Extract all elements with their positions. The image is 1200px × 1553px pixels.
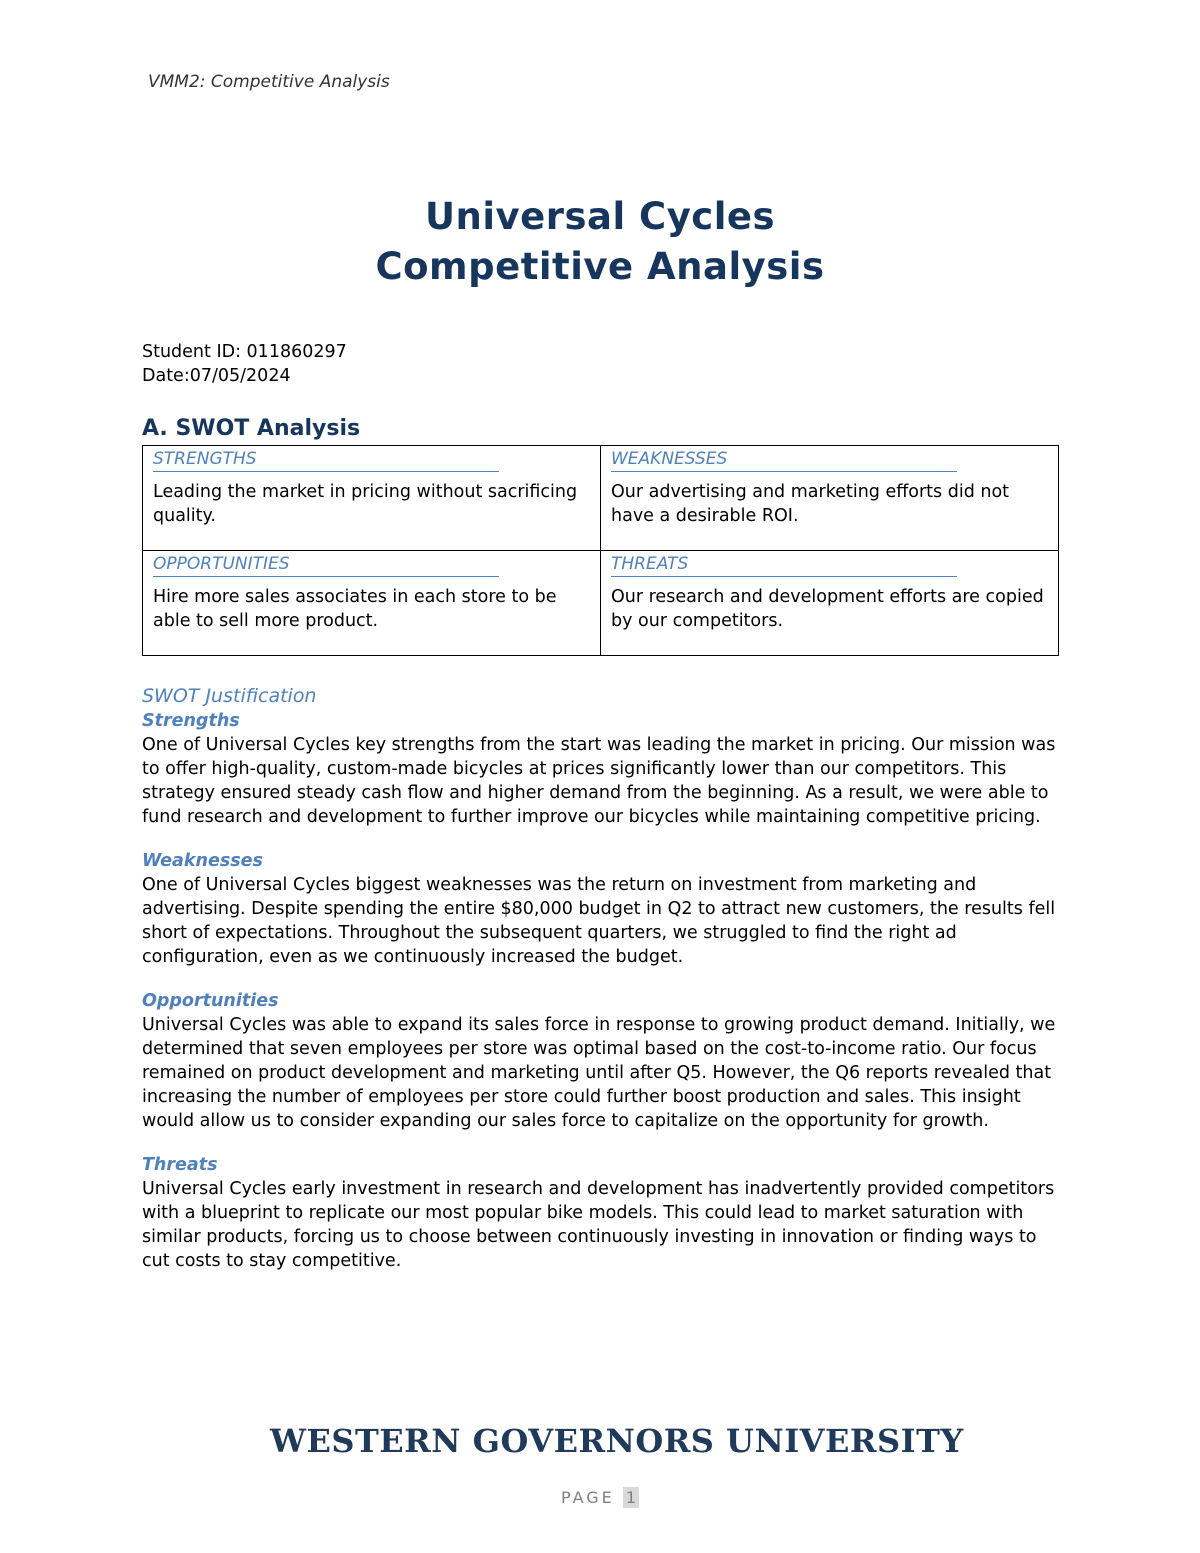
title-line-2: Competitive Analysis	[375, 245, 825, 288]
strengths-text: Leading the market in pricing without sacrificing quality.	[153, 482, 578, 526]
student-id: Student ID: 011860297	[142, 342, 347, 362]
swot-table	[142, 445, 1059, 656]
date: Date:07/05/2024	[142, 366, 291, 386]
opportunities-text: Hire more sales associates in each store to be able to sell more product.	[153, 587, 557, 631]
swot-cell-weaknesses	[601, 446, 1059, 551]
strengths-paragraph: One of Universal Cycles key strengths from the start was leading the market in pricing. Our mission was to offer high-quality, custom-made bicycles at prices significantly lower than our competitors. This strategy ensured steady cash flow and higher demand from the beginning. As a result, we were able to fund research and development to further improve our bicycles while maintaining competitive pricing.	[142, 735, 1056, 827]
justification-opportunities	[142, 989, 1062, 1133]
weaknesses-heading: Weaknesses	[142, 851, 263, 871]
page-number: 1	[623, 1487, 639, 1508]
threats-paragraph: Universal Cycles early investment in research and development has inadvertently provided competitors with a blueprint to replicate our most popular bike models. This could lead to market saturation with similar products, forcing us to choose between continuously investing in innovation or finding ways to cut costs to stay competitive.	[142, 1179, 1055, 1271]
swot-heading: A. SWOT Analysis	[142, 416, 361, 441]
weaknesses-label: WEAKNESSES	[611, 447, 957, 472]
swot-cell-threats	[601, 551, 1059, 656]
threats-label: THREATS	[611, 552, 957, 577]
strengths-heading: Strengths	[142, 711, 240, 731]
page-footer	[0, 1488, 1200, 1507]
threats-text: Our research and development efforts are copied by our competitors.	[611, 587, 1044, 631]
swot-cell-strengths	[143, 446, 601, 551]
swot-cell-opportunities	[143, 551, 601, 656]
strengths-label: STRENGTHS	[153, 447, 499, 472]
justification-title: SWOT Justification	[142, 685, 317, 707]
weaknesses-paragraph: One of Universal Cycles biggest weaknesses was the return on investment from marketing and advertising. Despite spending the entire $80,000 budget in Q2 to attract new customers, the results fell short of expectations. Throughout the subsequent quarters, we struggled to find the right ad configuration, even as we continuously increased the budget.	[142, 875, 1056, 967]
wgu-logo-text: WESTERN GOVERNORS UNIVERSITY	[270, 1422, 964, 1460]
swot-justification	[142, 683, 1062, 1293]
justification-threats	[142, 1153, 1062, 1273]
opportunities-label: OPPORTUNITIES	[153, 552, 499, 577]
document-title	[0, 192, 1200, 292]
page-label: PAGE	[560, 1488, 615, 1507]
document-meta	[142, 340, 347, 388]
weaknesses-text: Our advertising and marketing efforts did not have a desirable ROI.	[611, 482, 1010, 526]
opportunities-paragraph: Universal Cycles was able to expand its sales force in response to growing product demand. Initially, we determined that seven employees per store was optimal based on the cost-to-income ratio. Our focus remained on product development and marketing until after Q5. However, the Q6 reports revealed that increasing the number of employees per store could further boost production and sales. This insight would allow us to consider expanding our sales force to capitalize on the opportunity for growth.	[142, 1015, 1056, 1131]
justification-weaknesses	[142, 849, 1062, 969]
opportunities-heading: Opportunities	[142, 991, 279, 1011]
threats-heading: Threats	[142, 1155, 218, 1175]
wgu-logo	[258, 1413, 964, 1469]
justification-strengths	[142, 709, 1062, 829]
page-header: VMM2: Competitive Analysis	[148, 72, 390, 92]
title-line-1: Universal Cycles	[424, 195, 776, 238]
